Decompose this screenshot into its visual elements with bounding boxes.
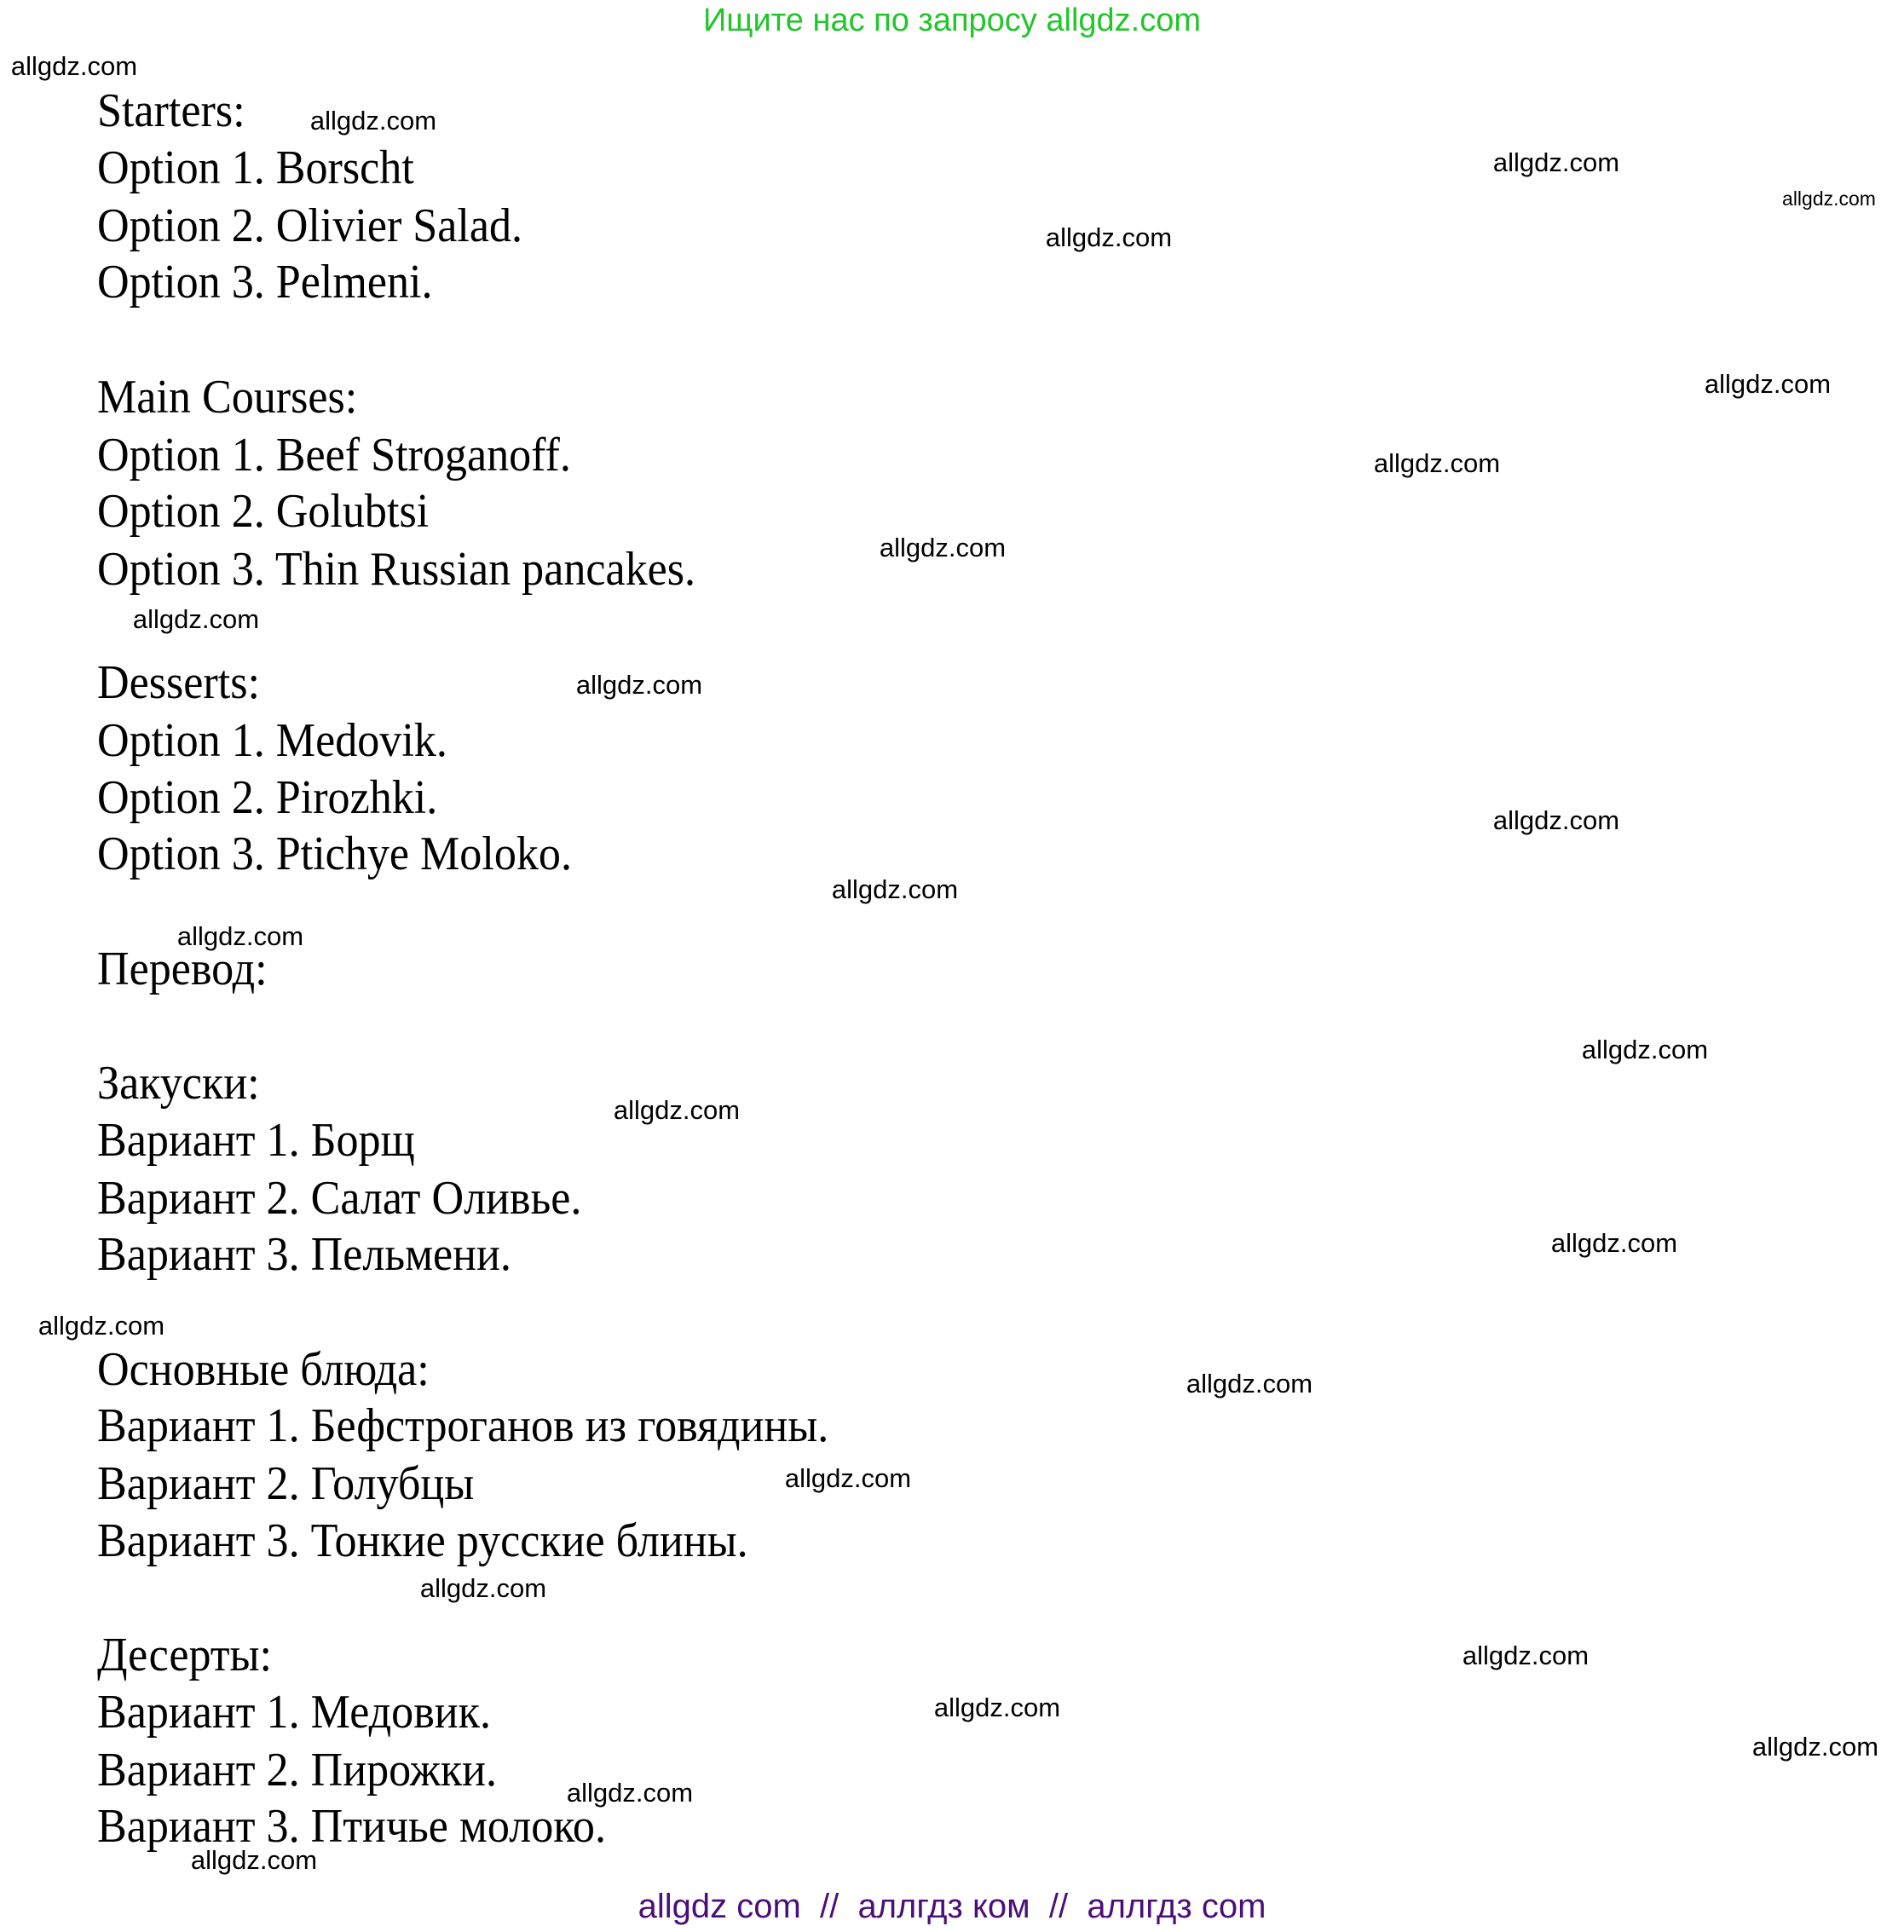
section-heading-main-courses: Main Courses: xyxy=(97,371,358,424)
menu-option: Вариант 1. Борщ xyxy=(97,1114,415,1167)
watermark: allgdz.com xyxy=(575,670,703,700)
watermark: allgdz.com xyxy=(933,1693,1061,1722)
section-heading-starters-ru: Закуски: xyxy=(97,1057,260,1110)
watermark: allgdz.com xyxy=(1751,1732,1879,1762)
menu-option: Вариант 3. Птичье молоко. xyxy=(97,1800,606,1853)
section-heading-desserts-ru: Десерты: xyxy=(97,1629,273,1681)
menu-option: Вариант 2. Салат Оливье. xyxy=(97,1172,582,1225)
menu-option: Option 2. Olivier Salad. xyxy=(97,199,523,252)
menu-option: Option 3. Thin Russian pancakes. xyxy=(97,543,696,596)
watermark: allgdz.com xyxy=(38,1311,165,1341)
watermark: allgdz.com xyxy=(309,106,437,136)
menu-option: Вариант 2. Пирожки. xyxy=(97,1744,498,1796)
watermark: allgdz.com xyxy=(1782,187,1876,210)
watermark: allgdz.com xyxy=(132,604,260,634)
watermark: allgdz.com xyxy=(1492,805,1620,835)
menu-option: Option 1. Borscht xyxy=(97,141,414,194)
section-heading-starters: Starters: xyxy=(97,84,245,137)
menu-option: Вариант 2. Голубцы xyxy=(97,1457,475,1510)
menu-option: Вариант 3. Пельмени. xyxy=(97,1228,511,1281)
watermark: allgdz.com xyxy=(1550,1228,1678,1258)
menu-option: Вариант 3. Тонкие русские блины. xyxy=(97,1514,748,1567)
watermark: allgdz.com xyxy=(176,921,304,951)
watermark: allgdz.com xyxy=(1186,1369,1313,1399)
menu-option: Вариант 1. Медовик. xyxy=(97,1686,491,1739)
menu-option: Option 2. Pirozhki. xyxy=(97,771,438,824)
watermark: allgdz.com xyxy=(613,1095,741,1125)
watermark: allgdz.com xyxy=(1462,1641,1590,1670)
watermark: allgdz.com xyxy=(419,1573,547,1603)
section-heading-main-courses-ru: Основные блюда: xyxy=(97,1343,430,1396)
menu-option: Option 1. Medovik. xyxy=(97,714,447,767)
menu-option: Option 2. Golubtsi xyxy=(97,485,430,538)
watermark: allgdz.com xyxy=(831,874,959,904)
menu-option: Вариант 1. Бефстроганов из говядины. xyxy=(97,1399,829,1452)
watermark: allgdz.com xyxy=(879,533,1007,562)
footer-watermark: allgdz com // аллгдз ком // аллгдз com xyxy=(638,1888,1266,1925)
watermark: allgdz.com xyxy=(1581,1035,1709,1064)
search-banner: Ищите нас по запросу allgdz.com xyxy=(702,3,1201,38)
watermark: allgdz.com xyxy=(784,1463,912,1493)
menu-option: Option 3. Ptichye Moloko. xyxy=(97,828,572,880)
section-heading-desserts: Desserts: xyxy=(97,656,260,709)
watermark: allgdz.com xyxy=(1704,369,1832,399)
menu-option: Option 3. Pelmeni. xyxy=(97,256,433,309)
watermark: allgdz.com xyxy=(1045,222,1173,252)
watermark: allgdz.com xyxy=(190,1845,318,1875)
translation-label: Перевод: xyxy=(97,943,268,995)
watermark: allgdz.com xyxy=(10,51,138,81)
watermark: allgdz.com xyxy=(1373,448,1501,478)
watermark: allgdz.com xyxy=(1492,147,1620,177)
menu-option: Option 1. Beef Stroganoff. xyxy=(97,429,571,482)
watermark: allgdz.com xyxy=(566,1778,694,1808)
